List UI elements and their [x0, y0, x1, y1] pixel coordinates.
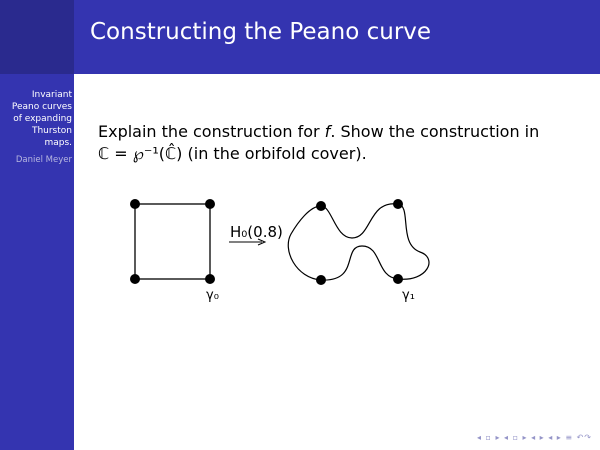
gamma0-vertex-bl — [130, 274, 140, 284]
gamma0-vertex-tl — [130, 199, 140, 209]
gamma1-vertex-bl — [316, 275, 326, 285]
gamma0-square — [135, 204, 210, 279]
body-line-2: ℂ = ℘⁻¹(ℂ̂) (in the orbifold cover). — [98, 144, 367, 163]
sidebar-talk-title[interactable]: Invariant Peano curves of expanding Thurston maps. — [11, 90, 72, 148]
gamma0-label: γ₀ — [206, 288, 219, 303]
arrow-label: H₀(0.8) — [230, 223, 283, 241]
gamma1-curve — [288, 204, 429, 280]
line1-post: . Show the construction in — [330, 122, 540, 141]
sidebar-author[interactable]: Daniel Meyer — [15, 155, 72, 165]
slide-title: Constructing the Peano curve — [90, 19, 432, 45]
gamma1-vertex-br — [393, 274, 403, 284]
gamma1-vertex-tl — [316, 201, 326, 211]
line1-var: f — [324, 122, 331, 141]
gamma1-vertex-tr — [393, 199, 403, 209]
gamma0-vertex-br — [205, 274, 215, 284]
line1-pre: Explain the construction for — [98, 122, 325, 141]
gamma0-vertex-tr — [205, 199, 215, 209]
gamma1-label: γ₁ — [402, 288, 415, 303]
beamer-navigation[interactable]: ◂ ▫ ▸ ◂ ▫ ▸ ◂ ▸ ◂ ▸ ≡ ↶↷ — [476, 433, 592, 442]
